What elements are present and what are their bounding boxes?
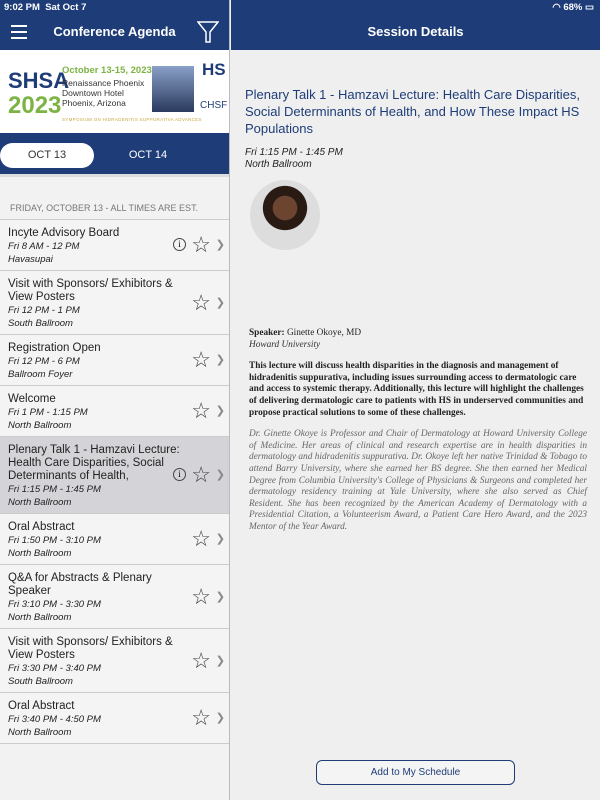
session-item[interactable]: [0, 693, 229, 744]
star-icon[interactable]: ☆: [191, 647, 211, 673]
partner-logo-hs: HS: [202, 60, 226, 79]
status-time: [4, 2, 86, 13]
session-name: Oral Abstract: [8, 521, 75, 533]
chevron-right-icon: ❯: [215, 239, 225, 251]
session-name: Oral Abstract: [8, 700, 75, 712]
session-list: [0, 220, 229, 744]
session-item[interactable]: [0, 220, 229, 271]
session-location: Ballroom Foyer: [8, 369, 73, 380]
logo-shsa: SHSA: [8, 68, 70, 93]
session-item[interactable]: [0, 514, 229, 565]
session-location: North Ballroom: [245, 159, 312, 170]
star-icon[interactable]: ☆: [191, 232, 211, 257]
banner-venue: [62, 78, 144, 108]
chevron-right-icon: ❯: [215, 405, 225, 417]
chevron-right-icon: ❯: [215, 590, 225, 603]
venue-line: Phoenix, Arizona: [62, 98, 126, 108]
day-header: FRIDAY, OCTOBER 13 - ALL TIMES ARE EST.: [0, 177, 229, 220]
session-location: South Ballroom: [8, 676, 73, 687]
battery-icon: ▭: [585, 2, 594, 13]
chevron-right-icon: ❯: [215, 533, 225, 545]
session-description: [249, 328, 587, 534]
partner-logo-chsf: CHSF: [200, 100, 228, 111]
session-location: South Ballroom: [8, 318, 73, 329]
session-name: Q&A for Abstracts & Plenary Speaker: [8, 572, 152, 597]
session-item[interactable]: [0, 271, 229, 335]
star-icon[interactable]: ☆: [191, 462, 211, 487]
banner-tagline: SYMPOSIUM ON HIDRADENITIS SUPPURATIVA ADVANCES: [62, 117, 202, 122]
chevron-right-icon: ❯: [215, 469, 225, 481]
session-name: Plenary Talk 1 - Hamzavi Lecture: Health Care Disparities, Social Determinants of Health,: [8, 444, 180, 482]
chevron-right-icon: ❯: [215, 354, 225, 366]
speaker-affiliation: Howard University: [249, 339, 321, 350]
session-location: North Ballroom: [8, 548, 72, 559]
date-tabs: [0, 133, 229, 177]
session-name: Registration Open: [8, 342, 101, 354]
date: Sat Oct 7: [45, 2, 87, 13]
time: 9:02 PM: [4, 2, 40, 13]
session-item[interactable]: [0, 437, 229, 514]
session-abstract: This lecture will discuss health disparities in the diagnosis and management of hidradenitis suppurativa, including issues surrounding access to dermatologic care and access to systemic therapy. Additionally, this lecture will highlight the challenges of delivering dermatologic care to patients with HS in underserved communities and propose practical solutions to some of these challenges.: [249, 361, 584, 418]
speaker-photo: [250, 180, 320, 250]
session-item[interactable]: [0, 335, 229, 386]
add-to-schedule-button[interactable]: Add to My Schedule: [316, 760, 515, 785]
session-time: Fri 1 PM - 1:15 PM: [8, 407, 88, 418]
session-location: North Ballroom: [8, 727, 72, 738]
tab-oct-14[interactable]: OCT 14: [128, 149, 168, 161]
session-name: Welcome: [8, 393, 56, 405]
chevron-right-icon: ❯: [215, 654, 225, 667]
speaker-label: Speaker:: [249, 328, 285, 338]
session-name: Visit with Sponsors/ Exhibitors & View Posters: [8, 278, 173, 303]
session-when: [245, 147, 343, 171]
battery-level: 68%: [563, 2, 583, 13]
status-bar: [0, 0, 600, 14]
details-title: Session Details: [367, 24, 464, 39]
session-time: Fri 8 AM - 12 PM: [8, 241, 80, 252]
star-icon[interactable]: ☆: [191, 347, 211, 372]
session-time: Fri 1:15 PM - 1:45 PM: [245, 147, 343, 158]
filter-icon[interactable]: [197, 20, 219, 44]
speaker-name: Ginette Okoye, MD: [286, 328, 362, 338]
tab-oct-13[interactable]: OCT 13: [0, 143, 94, 168]
venue-line: Downtown Hotel: [62, 88, 124, 98]
hotel-image: [152, 66, 194, 112]
agenda-panel: [0, 0, 230, 800]
star-icon[interactable]: ☆: [191, 289, 211, 315]
banner-dates: October 13-15, 2023: [62, 65, 152, 76]
session-time: Fri 12 PM - 1 PM: [8, 305, 80, 316]
logo-year: 2023: [8, 92, 62, 119]
battery: ◠ 68% ▭: [552, 2, 594, 13]
session-time: Fri 3:10 PM - 3:30 PM: [8, 599, 101, 610]
chevron-right-icon: ❯: [215, 712, 225, 724]
session-location: North Ballroom: [8, 420, 72, 431]
speaker-line: [249, 328, 587, 340]
star-icon[interactable]: ☆: [191, 526, 211, 551]
conference-banner: [0, 50, 229, 133]
session-item[interactable]: [0, 565, 229, 629]
session-title: Plenary Talk 1 - Hamzavi Lecture: Health Care Disparities, Social Determinants of Health, and How These Impact HS Populations: [245, 87, 581, 136]
venue-line: Renaissance Phoenix: [62, 78, 145, 88]
info-icon[interactable]: i: [173, 468, 186, 481]
session-time: Fri 1:15 PM - 1:45 PM: [8, 484, 101, 495]
session-time: Fri 1:50 PM - 3:10 PM: [8, 535, 101, 546]
speaker-bio: Dr. Ginette Okoye is Professor and Chair of Dermatology at Howard University College of Medicine. Her areas of clinical and research expertise are in health disparities in dermatology and hidradenitis suppurativa. Dr. Okoye left her native Trinidad & Tobago to attend Barry University, where she earned her BS degree. She then earned her Medical Degree from Columbia University's College of Physicians & Surgeons and completed her dermatology residency training at Yale University, where she also served as Chief Resident. She has been recognized by the American Academy of Dermatology with a Presidential Citation, a Volunteerism Award, a Patient Care Hero Award, and the 2023 Mentor of the Year Award.: [249, 429, 587, 532]
session-location: Havasupai: [8, 254, 53, 265]
star-icon[interactable]: ☆: [191, 583, 211, 609]
session-time: Fri 12 PM - 6 PM: [8, 356, 80, 367]
session-location: North Ballroom: [8, 497, 72, 508]
star-icon[interactable]: ☆: [191, 398, 211, 423]
star-icon[interactable]: ☆: [191, 705, 211, 730]
session-item[interactable]: [0, 629, 229, 693]
session-name: Visit with Sponsors/ Exhibitors & View Posters: [8, 636, 173, 661]
chevron-right-icon: ❯: [215, 296, 225, 309]
agenda-title: Conference Agenda: [53, 24, 176, 39]
session-location: North Ballroom: [8, 612, 72, 623]
session-item[interactable]: [0, 386, 229, 437]
session-name: Incyte Advisory Board: [8, 227, 120, 239]
session-details-panel: [231, 0, 600, 800]
session-time: Fri 3:40 PM - 4:50 PM: [8, 714, 101, 725]
session-time: Fri 3:30 PM - 3:40 PM: [8, 663, 101, 674]
info-icon[interactable]: i: [173, 238, 186, 251]
